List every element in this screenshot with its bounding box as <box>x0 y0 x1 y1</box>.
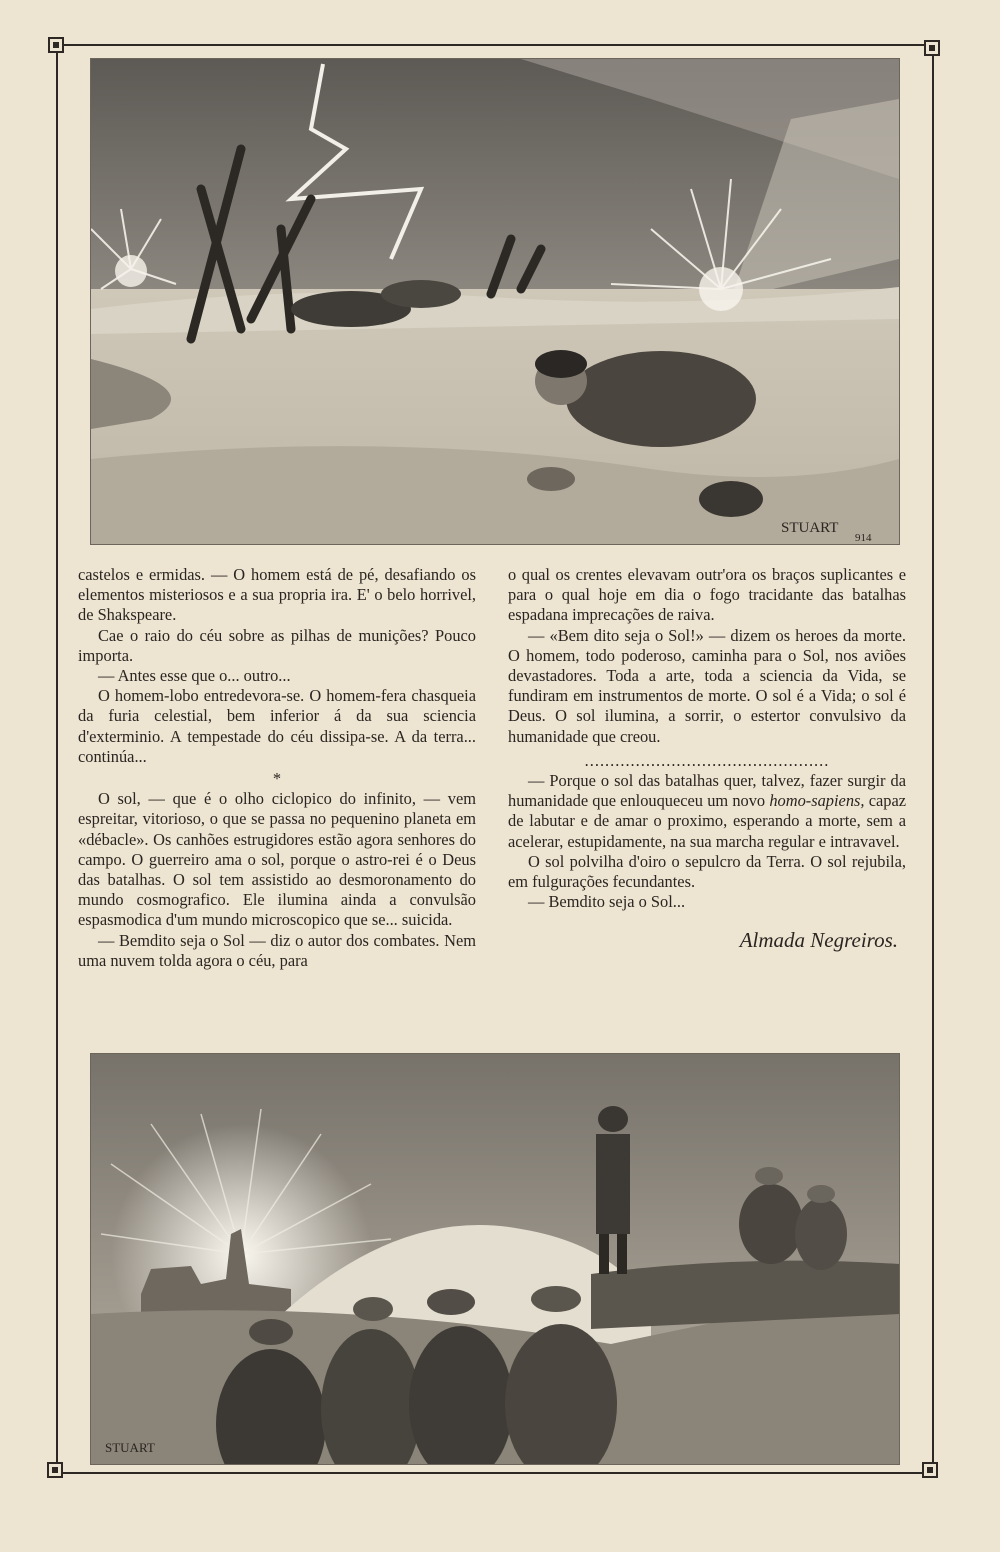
frame-right-rule <box>932 52 934 1470</box>
left-paragraph-5: O sol, — que é o olho ciclopico do infinito, — vem espreitar, vitorioso, o que se passa no pequenino planeta em «débacle». Os canhões estrugidores estão agora senhores do campo. O guerreiro ama o sol, porque o astro-rei é o Deus das batalhas. O sol tem assistido ao desmoronamento do mundo cosmografico. Ele ilumina ainda a convulsão espasmodica d'um mundo microscopico que se... suicida. <box>78 789 476 930</box>
top-illustration-year: 914 <box>855 532 872 544</box>
left-paragraph-2: Cae o raio do céu sobre as pilhas de munições? Pouco importa. <box>78 625 476 665</box>
right-paragraph-1: o qual os crentes elevavam outr'ora os braços suplicantes e para o qual hoje em dia o fogo tracidante das batalhas espadana imprecações de raiva. <box>508 565 906 625</box>
top-illustration-signature: STUART <box>781 520 839 536</box>
left-paragraph-4: O homem-lobo entredevora-se. O homem-fera chasqueia da furia celestial, bem inferior á da sua sciencia d'exterminio. A tempestade do céu dissipa-se. A da terra... continúa... <box>78 686 476 766</box>
homo-sapiens-emphasis: homo-sapiens, <box>769 791 865 811</box>
frame-top-rule <box>54 44 934 46</box>
bottom-illustration-signature: STUART <box>105 1440 155 1455</box>
frame-bottom-rule <box>54 1472 934 1474</box>
left-paragraph-3: — Antes esse que o... outro... <box>98 666 291 686</box>
corner-ornament-bottom-right <box>922 1462 938 1478</box>
corner-ornament-top-left <box>48 37 64 53</box>
trench-battle-illustration <box>90 58 900 545</box>
soldiers-watching-sunrise-illustration <box>90 1053 900 1465</box>
right-paragraph-3-end: capaz de labutar e de amar o proximo, esperando a morte, sem a acelerar, estupidamente, na sua marcha regular e intravavel. <box>508 791 906 851</box>
author-signature: Almada Negreiros. <box>739 928 898 953</box>
left-paragraph-6: — Bemdito seja o Sol — diz o autor dos combates. Nem uma nuvem tolda agora o céu, para <box>78 930 476 970</box>
dotted-separator: ................................................ <box>584 750 830 770</box>
right-paragraph-5: — Bemdito seja o Sol... <box>528 892 686 912</box>
section-asterisk: * <box>272 769 282 789</box>
right-paragraph-3-start: — Porque o sol das batalhas quer, talvez, fazer surgir da humanidade que enlouqueceu um novo <box>508 771 906 811</box>
article-right-column <box>508 565 906 951</box>
right-paragraph-3 <box>508 771 906 852</box>
article-left-column <box>78 565 476 971</box>
right-paragraph-2: — «Bem dito seja o Sol!» — dizem os heroes da morte. O homem, todo poderoso, caminha para o Sol, nos aviões devastadores. Toda a arte, toda a sciencia da Vida, se fundiram em instrumentos de morte. O sol é a Vida; o sol é Deus. O sol ilumina, a sorrir, o estertor convulsivo da humanidade que creou. <box>508 625 906 746</box>
corner-ornament-top-right <box>924 40 940 56</box>
frame-left-rule <box>56 52 58 1470</box>
left-paragraph-1: castelos e ermidas. — O homem está de pé, desafiando os elementos misteriosos e a sua propria ira. E' o belo horrivel, de Shakspeare. <box>78 565 476 625</box>
corner-ornament-bottom-left <box>47 1462 63 1478</box>
right-paragraph-4: O sol polvilha d'oiro o sepulcro da Terra. O sol rejubila, em fulgurações fecundantes. <box>508 851 906 892</box>
